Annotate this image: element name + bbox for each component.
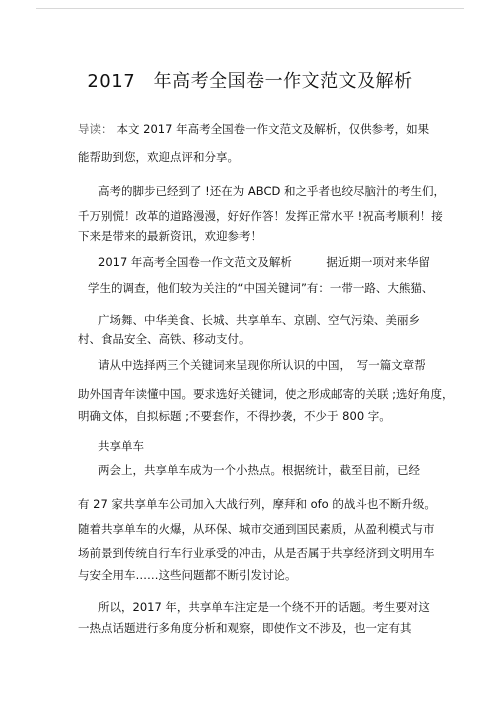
body-line-4: 2017 年高考全国卷一作文范文及解析 据近期一项对来华留 — [98, 255, 430, 269]
body-line-2: 千万别慌！改革的道路漫漫，好好作答！发挥正常水平 !祝高考顺利！接 — [78, 209, 443, 223]
body-line-17: 一热点话题进行多角度分析和观察，即使作文不涉及，也一定有其 — [78, 621, 412, 635]
lead-line-2: 能帮助到您，欢迎点评和分享。 — [78, 150, 239, 164]
body-line-5: 学生的调查，他们较为关注的“中国关键词”有：一带一路、大熊猫、 — [88, 281, 434, 295]
body-line-16: 所以，2017 年，共享单车注定是一个绕不开的话题。考生要对这 — [98, 600, 430, 614]
body-line-11: 两会上，共享单车成为一个小热点。根据统计，截至目前，已经 — [98, 463, 420, 477]
lead-text-1: 本文 2017 年高考全国卷一作文范文及解析，仅供参考，如果 — [116, 122, 430, 136]
document-title: 2017 年高考全国卷一作文范文及解析 — [87, 71, 413, 92]
body-line-14: 场前景到传统自行车行业承受的冲击，从是否属于共享经济到文明用车 — [78, 546, 435, 560]
body-line-3: 下来是带来的最新资讯，欢迎参考！ — [78, 229, 262, 243]
top-divider — [36, 8, 464, 9]
body-line-10: 明确文体，自拟标题 ;不要套作，不得抄袭，不少于 800 字。 — [78, 409, 391, 423]
body-line-6: 广场舞、中华美食、长城、共享单车、京剧、空气污染、美丽乡 — [98, 313, 420, 327]
body-line-1: 高考的脚步已经到了 !还在为 ABCD 和之乎者也绞尽脑汁的考生们， — [98, 184, 446, 198]
body-line-8: 请从中选择两三个关键词来呈现你所认识的中国， 写一篇文章帮 — [98, 358, 426, 372]
body-line-15: 与安全用车……这些问题都不断引发讨论。 — [78, 568, 297, 582]
lead-label: 导读： — [78, 122, 113, 136]
body-line-9: 助外国青年读懂中国。要求选好关键词，使之形成邮寄的关联 ;选好角度， — [78, 387, 454, 401]
lead-line-1 — [78, 121, 429, 137]
section-heading-shared-bike: 共享单车 — [98, 439, 144, 453]
body-line-13: 随着共享单车的火爆，从环保、城市交通到国民素质，从盈利模式与市 — [78, 522, 435, 536]
body-line-12: 有 27 家共享单车公司加入大战行列，摩拜和 ofo 的战斗也不断升级。 — [78, 497, 436, 511]
body-line-7: 村、食品安全、高铁、移动支付。 — [78, 332, 251, 346]
